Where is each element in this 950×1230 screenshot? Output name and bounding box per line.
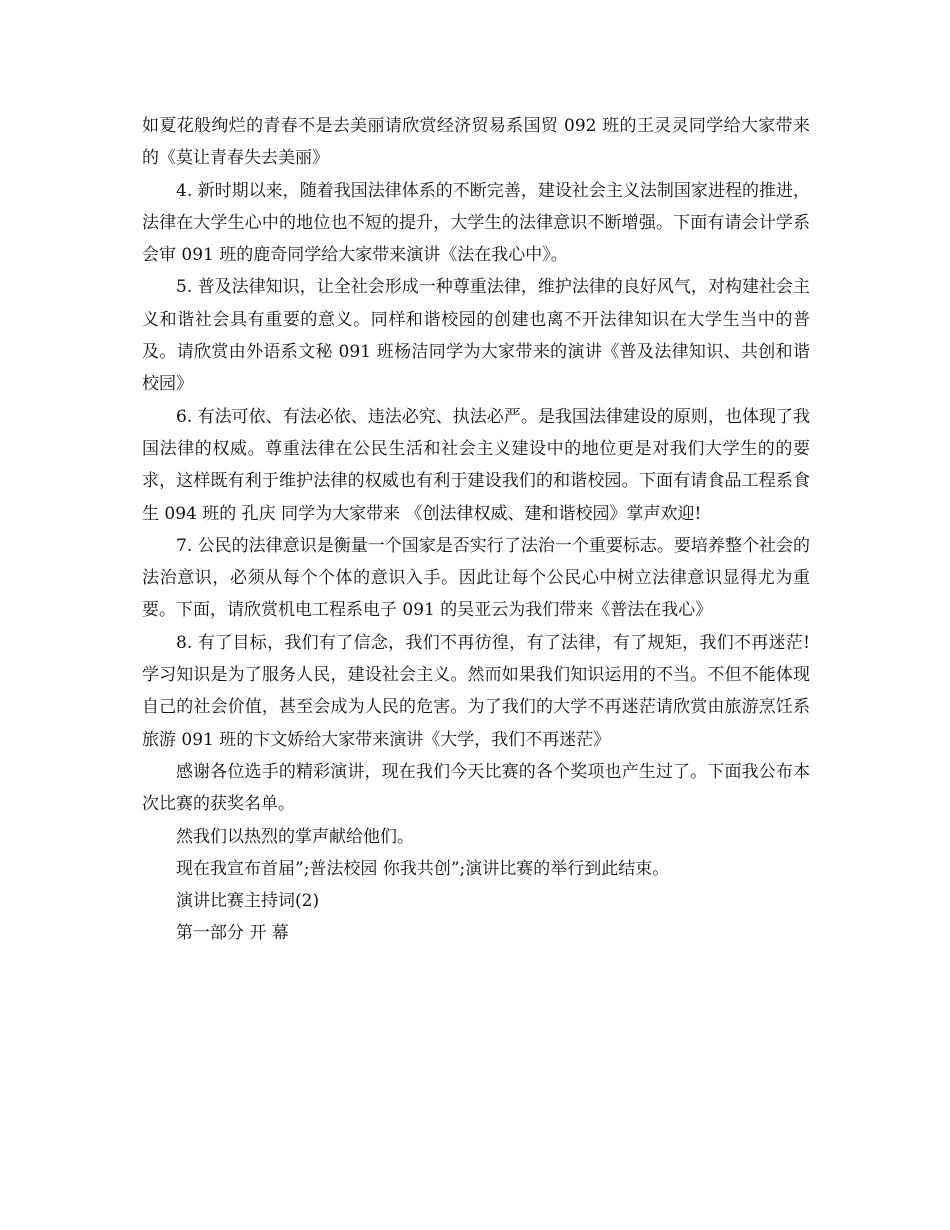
paragraph-item-4: 4. 新时期以来，随着我国法律体系的不断完善，建设社会主义法制国家进程的推进，法律在大学生心中的地位也不短的提升，大学生的法律意识不断增强。下面有请会计学系会审 091 班的鹿奇同学给大家带来演讲《法在我心中》。 [142,180,810,266]
paragraph-item-8: 8. 有了目标，我们有了信念，我们不再彷徨，有了法律，有了规矩，我们不再迷茫!学习知识是为了服务人民，建设社会主义。然而如果我们知识运用的不当。不但不能体现自己的社会价值，甚至会成为人民的危害。为了我们的大学不再迷茫请欣赏由旅游烹饪系旅游 091 班的卞文娇给大家带来演讲《大学，我们不再迷茫》 [142,632,810,750]
subsection-heading: 第一部分 开 幕 [176,923,289,944]
document-body [142,110,810,950]
paragraph-closing: 现在我宣布首届”;普法校园 你我共创”;演讲比赛的举行到此结束。 [176,858,670,879]
paragraph-item-6: 6. 有法可依、有法必依、违法必究、执法必严。是我国法律建设的原则，也体现了我国法律的权威。尊重法律在公民生活和社会主义建设中的地位更是对我们大学生的的要求，这样既有利于维护法律的权威也有利于建设我们的和谐校园。下面有请食品工程系食生 094 班的 孔庆 同学为大家带来 《创法律权威、建和谐校园》掌声欢迎! [142,406,810,524]
paragraph-applause: 然我们以热烈的掌声献给他们。 [176,826,414,847]
paragraph-thanks: 感谢各位选手的精彩演讲，现在我们今天比赛的各个奖项也产生过了。下面我公布本次比赛的获奖名单。 [142,761,810,815]
paragraph-item-7: 7. 公民的法律意识是衡量一个国家是否实行了法治一个重要标志。要培养整个社会的法治意识，必须从每个个体的意识入手。因此让每个公民心中树立法律意识显得尤为重要。下面，请欣赏机电工程系电子 091 的吴亚云为我们带来《普法在我心》 [142,535,810,621]
section-heading: 演讲比赛主持词(2) [176,891,320,912]
paragraph-intro-continued: 如夏花般绚烂的青春不是去美丽请欣赏经济贸易系国贸 092 班的王灵灵同学给大家带来的《莫让青春失去美丽》 [142,116,810,169]
paragraph-item-5: 5. 普及法律知识，让全社会形成一种尊重法律，维护法律的良好风气，对构建社会主义和谐社会具有重要的意义。同样和谐校园的创建也离不开法律知识在大学生当中的普及。请欣赏由外语系文秘 091 班杨洁同学为大家带来的演讲《普及法律知识、共创和谐校园》 [142,277,810,395]
